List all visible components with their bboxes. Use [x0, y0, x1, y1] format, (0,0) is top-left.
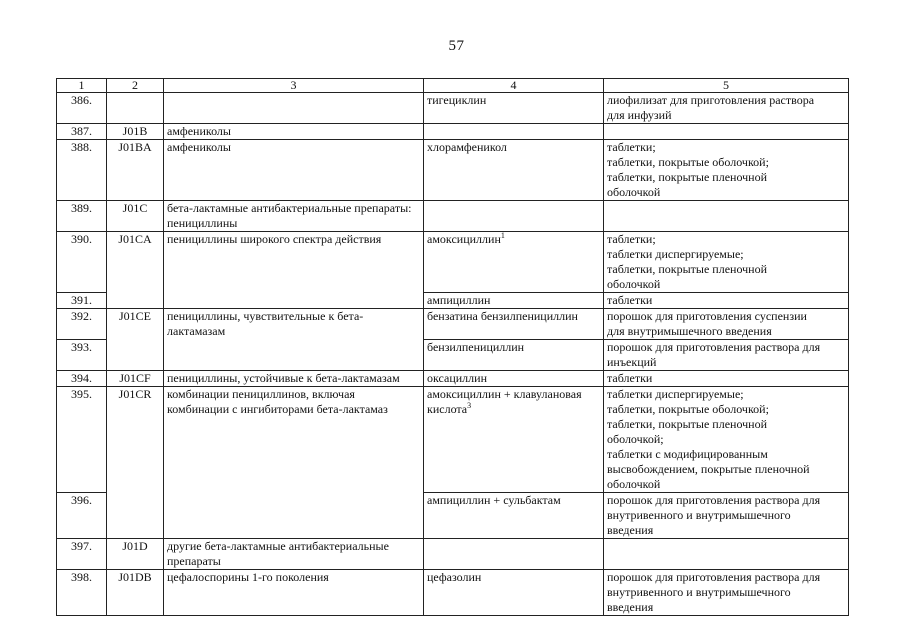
drug-name: ампициллин — [424, 293, 604, 309]
atc-code: J01B — [107, 124, 164, 140]
dosage-form-line: таблетки — [607, 293, 653, 307]
atc-group: бета-лактамные антибактериальные препараты: пенициллины — [164, 201, 424, 232]
dosage-form — [604, 293, 849, 309]
dosage-form-line: таблетки; — [607, 140, 656, 154]
atc-code: J01D — [107, 539, 164, 570]
atc-group: пенициллины, чувствительные к бета-лактамазам — [164, 309, 424, 371]
atc-group: амфениколы — [164, 140, 424, 201]
drug-name: цефазолин — [424, 570, 604, 616]
dosage-form-line: внутривенного и внутримышечного — [607, 508, 791, 522]
table-row — [57, 539, 849, 570]
row-number: 396. — [57, 493, 107, 539]
atc-group: амфениколы — [164, 124, 424, 140]
atc-code: J01DB — [107, 570, 164, 616]
dosage-form-line: порошок для приготовления раствора для — [607, 570, 821, 584]
drug-name-text: амоксициллин — [427, 232, 501, 246]
header-col-5: 5 — [604, 79, 849, 93]
dosage-form-line: введения — [607, 600, 654, 614]
dosage-form-line: порошок для приготовления суспензии — [607, 309, 807, 323]
dosage-form-line: таблетки, покрытые оболочкой; — [607, 402, 769, 416]
drug-name — [424, 124, 604, 140]
dosage-form — [604, 124, 849, 140]
drug-name-text: амоксициллин + клавулановая кислота — [427, 387, 582, 416]
drug-name — [424, 387, 604, 493]
row-number: 387. — [57, 124, 107, 140]
dosage-form-line: таблетки, покрытые пленочной — [607, 170, 768, 184]
table-row — [57, 232, 849, 293]
dosage-form-line: оболочкой — [607, 477, 661, 491]
dosage-form — [604, 387, 849, 493]
dosage-form — [604, 570, 849, 616]
table-row — [57, 570, 849, 616]
dosage-form-line: оболочкой — [607, 185, 661, 199]
table-row — [57, 201, 849, 232]
atc-code: J01CF — [107, 371, 164, 387]
atc-code: J01CE — [107, 309, 164, 371]
table-row — [57, 371, 849, 387]
dosage-form — [604, 493, 849, 539]
table-row — [57, 140, 849, 201]
drug-name: бензатина бензилпенициллин — [424, 309, 604, 340]
atc-code — [107, 93, 164, 124]
atc-group: пенициллины, устойчивые к бета-лактамазам — [164, 371, 424, 387]
dosage-form — [604, 201, 849, 232]
drug-name: хлорамфеникол — [424, 140, 604, 201]
header-col-3: 3 — [164, 79, 424, 93]
drug-name — [424, 539, 604, 570]
drug-name — [424, 201, 604, 232]
dosage-form-line: порошок для приготовления раствора для — [607, 493, 821, 507]
dosage-form-line: оболочкой — [607, 277, 661, 291]
atc-group: цефалоспорины 1-го поколения — [164, 570, 424, 616]
row-number: 393. — [57, 340, 107, 371]
row-number: 390. — [57, 232, 107, 293]
table-row — [57, 124, 849, 140]
atc-code: J01CR — [107, 387, 164, 539]
dosage-form — [604, 340, 849, 371]
header-col-1: 1 — [57, 79, 107, 93]
drug-name: ампициллин + сульбактам — [424, 493, 604, 539]
dosage-form-line: таблетки, покрытые оболочкой; — [607, 155, 769, 169]
drug-name: бензилпенициллин — [424, 340, 604, 371]
table-row — [57, 309, 849, 340]
drug-name — [424, 232, 604, 293]
atc-code: J01BA — [107, 140, 164, 201]
atc-group: другие бета-лактамные антибактериальные препараты — [164, 539, 424, 570]
footnote-mark: 3 — [467, 401, 472, 410]
dosage-form — [604, 309, 849, 340]
dosage-form-line: внутривенного и внутримышечного — [607, 585, 791, 599]
row-number: 397. — [57, 539, 107, 570]
dosage-form — [604, 140, 849, 201]
row-number: 398. — [57, 570, 107, 616]
dosage-form-line: таблетки, покрытые пленочной — [607, 262, 768, 276]
dosage-form-line: инъекций — [607, 355, 657, 369]
dosage-form-line: таблетки, покрытые пленочной — [607, 417, 768, 431]
atc-code: J01C — [107, 201, 164, 232]
row-number: 388. — [57, 140, 107, 201]
dosage-form-line: таблетки с модифицированным — [607, 447, 768, 461]
dosage-form-line: для внутримышечного введения — [607, 324, 772, 338]
dosage-form — [604, 539, 849, 570]
row-number: 389. — [57, 201, 107, 232]
dosage-form-line: оболочкой; — [607, 432, 664, 446]
dosage-form-line: таблетки диспергируемые; — [607, 247, 744, 261]
dosage-form-line: для инфузий — [607, 108, 672, 122]
header-col-4: 4 — [424, 79, 604, 93]
atc-code: J01CA — [107, 232, 164, 309]
row-number: 386. — [57, 93, 107, 124]
header-col-2: 2 — [107, 79, 164, 93]
atc-group — [164, 93, 424, 124]
dosage-form-line: лиофилизат для приготовления раствора — [607, 93, 815, 107]
row-number: 394. — [57, 371, 107, 387]
dosage-form-line: таблетки — [607, 371, 653, 385]
dosage-form — [604, 93, 849, 124]
atc-group: пенициллины широкого спектра действия — [164, 232, 424, 309]
dosage-form-line: введения — [607, 523, 654, 537]
atc-group: комбинации пенициллинов, включая комбинации с ингибиторами бета-лактамаз — [164, 387, 424, 539]
page-number: 57 — [448, 38, 465, 54]
dosage-form — [604, 371, 849, 387]
row-number: 391. — [57, 293, 107, 309]
header-row — [57, 79, 849, 93]
dosage-form — [604, 232, 849, 293]
dosage-form-line: порошок для приготовления раствора для — [607, 340, 821, 354]
footnote-mark: 1 — [500, 231, 505, 240]
dosage-form-line: высвобождением, покрытые пленочной — [607, 462, 810, 476]
table-row — [57, 387, 849, 493]
row-number: 392. — [57, 309, 107, 340]
drug-name: оксациллин — [424, 371, 604, 387]
table-row — [57, 93, 849, 124]
medicines-table — [56, 78, 849, 616]
dosage-form-line: таблетки; — [607, 232, 656, 246]
dosage-form-line: таблетки диспергируемые; — [607, 387, 744, 401]
row-number: 395. — [57, 387, 107, 493]
drug-name: тигециклин — [424, 93, 604, 124]
